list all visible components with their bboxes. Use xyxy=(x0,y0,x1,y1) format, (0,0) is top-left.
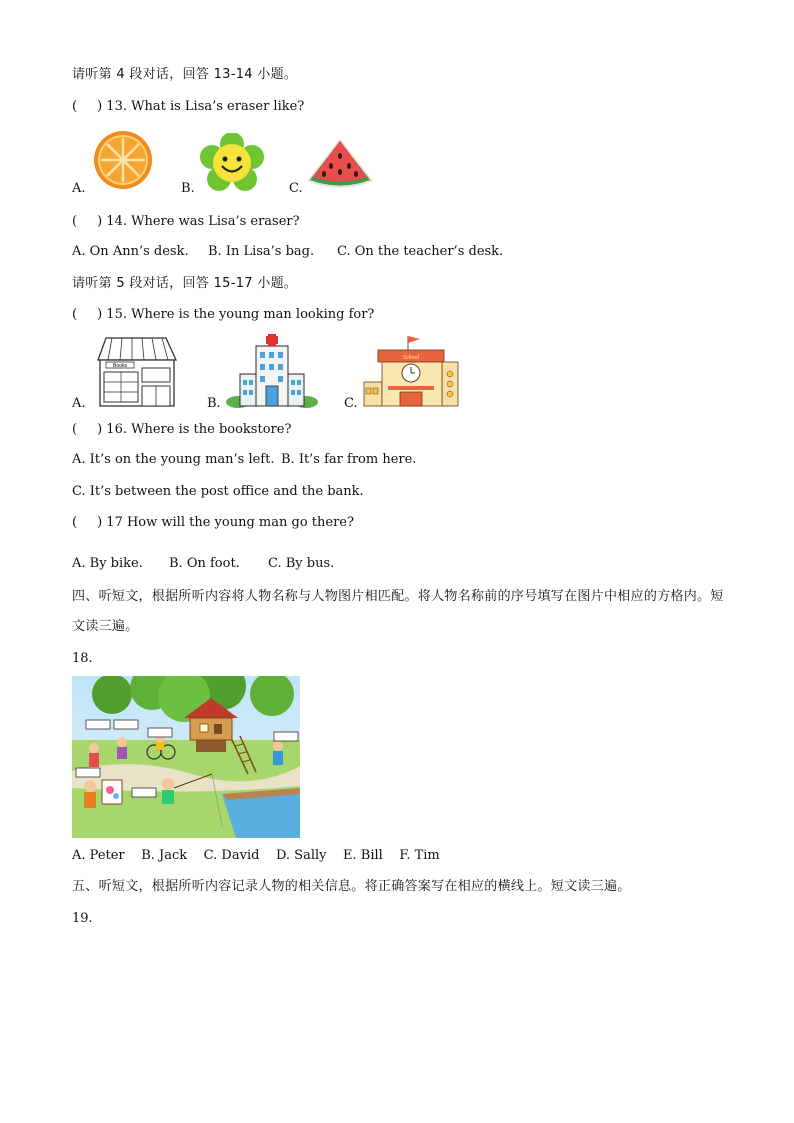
q16-option-a: A. It’s on the young man’s left. xyxy=(72,452,275,467)
name-option-c: C. David xyxy=(203,848,260,863)
answer-bracket-open: ( xyxy=(72,422,78,437)
question-13 xyxy=(72,98,304,116)
q14-option-a: A. On Ann’s desk. xyxy=(72,244,189,259)
section-5-intro: 请听第 5 段对话，回答 15-17 小题。 xyxy=(72,276,298,291)
q13-option-a-label: A. xyxy=(72,181,86,196)
q15-option-c-label: C. xyxy=(344,396,358,411)
name-option-a: A. Peter xyxy=(72,848,125,863)
name-option-e: E. Bill xyxy=(343,848,383,863)
question-17 xyxy=(72,514,354,532)
section-4-intro: 请听第 4 段对话，回答 13-14 小题。 xyxy=(72,67,298,82)
smiley-flower-eraser-icon xyxy=(200,133,264,193)
question-19-number: 19. xyxy=(72,911,93,926)
answer-bracket-open: ( xyxy=(72,99,78,114)
q15-option-a-label: A. xyxy=(72,396,86,411)
q16-option-c: C. It’s between the post office and the bank. xyxy=(72,484,364,499)
watermelon-eraser-icon xyxy=(304,136,376,192)
bookstore-sign-text: Books xyxy=(113,363,127,369)
question-18-number: 18. xyxy=(72,651,93,666)
park-scene-picture xyxy=(72,676,300,838)
question-17-text: 17 How will the young man go there? xyxy=(106,515,354,530)
q17-option-a: A. By bike. xyxy=(72,556,143,571)
question-15-text: 15. Where is the young man looking for? xyxy=(106,307,375,322)
question-16 xyxy=(72,421,291,439)
question-16-text: 16. Where is the bookstore? xyxy=(106,422,292,437)
name-option-b: B. Jack xyxy=(141,848,188,863)
question-13-text: 13. What is Lisa’s eraser like? xyxy=(106,99,305,114)
question-15 xyxy=(72,306,374,324)
q17-option-c: C. By bus. xyxy=(268,556,335,571)
name-option-d: D. Sally xyxy=(275,848,327,863)
q18-name-list xyxy=(72,847,440,865)
q13-option-b-label: B. xyxy=(181,181,195,196)
answer-bracket-open: ( xyxy=(72,515,78,530)
answer-bracket-close: ) xyxy=(97,307,103,322)
q15-option-b-label: B. xyxy=(207,396,221,411)
answer-bracket-close: ) xyxy=(97,422,103,437)
answer-bracket-open: ( xyxy=(72,307,78,322)
answer-bracket-close: ) xyxy=(97,214,103,229)
hospital-building-icon xyxy=(226,332,318,408)
answer-bracket-close: ) xyxy=(97,99,103,114)
section-four-instruction: 四、听短文，根据所听内容将人物名称与人物图片相匹配。将人物名称前的序号填写在图片中相应的方格内。短文读三遍。 xyxy=(72,589,724,634)
q13-option-c-label: C. xyxy=(289,181,303,196)
answer-bracket-close: ) xyxy=(97,515,103,530)
q14-option-b: B. In Lisa’s bag. xyxy=(208,244,315,259)
question-14-text: 14. Where was Lisa’s eraser? xyxy=(106,214,300,229)
school-sign-text: School xyxy=(402,355,420,361)
q14-option-c: C. On the teacher’s desk. xyxy=(337,244,504,259)
q17-option-b: B. On foot. xyxy=(169,556,240,571)
name-option-f: F. Tim xyxy=(399,848,440,863)
section-five-instruction: 五、听短文，根据所听内容记录人物的相关信息。将正确答案写在相应的横线上。短文读三遍。 xyxy=(72,879,631,894)
school-building-icon xyxy=(362,334,460,408)
question-14 xyxy=(72,213,300,231)
orange-eraser-icon xyxy=(90,130,156,190)
bookstore-building-icon xyxy=(92,336,180,408)
q16-option-b: B. It’s far from here. xyxy=(281,452,417,467)
answer-bracket-open: ( xyxy=(72,214,78,229)
